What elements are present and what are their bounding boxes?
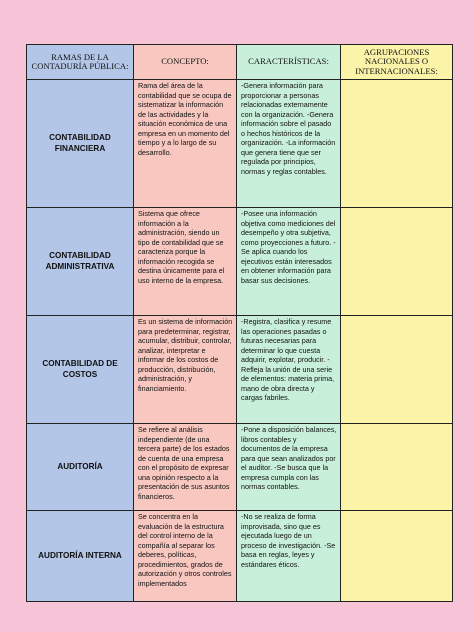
header-ramas: RAMAS DE LA CONTADURÍA PÚBLICA: bbox=[27, 45, 134, 80]
caracteristicas-cell: -Registra, clasifica y resume las operaciones pasadas o futuras necesarias para determinar lo que cuesta adquirir, explotar, producir. -Refleja la unión de una serie de elementos: materia prima, mano de obra directa y cargas fabriles. bbox=[237, 316, 341, 424]
caracteristicas-cell: -Pone a disposición balances, libros contables y documentos de la empresa para que sean analizados por el auditor. -Se busca que la empresa cumpla con las normas contables. bbox=[237, 424, 341, 511]
caracteristicas-cell: -No se realiza de forma improvisada, sino que es ejecutada luego de un proceso de investigación. -Se basa en reglas, leyes y estándares éticos. bbox=[237, 511, 341, 602]
concepto-cell: Se concentra en la evaluación de la estructura del control interno de la compañía al separar los deberes, políticas, procedimientos, grados de autorización y otros controles implementados bbox=[134, 511, 237, 602]
header-row bbox=[27, 45, 453, 80]
header-concepto: CONCEPTO: bbox=[134, 45, 237, 80]
agrupaciones-cell bbox=[341, 511, 453, 602]
table-row bbox=[27, 424, 453, 511]
agrupaciones-cell bbox=[341, 424, 453, 511]
concepto-cell: Se refiere al análisis independiente (de una tercera parte) de los estados de cuenta de una empresa con el propósito de expresar una opinión respecto a la presentación de sus asuntos financieros. bbox=[134, 424, 237, 511]
table-row bbox=[27, 80, 453, 208]
concepto-cell: Es un sistema de información para predeterminar, registrar, acumular, distribuir, controlar, analizar, interpretar e informar de los costos de producción, distribución, administración, y financiamiento. bbox=[134, 316, 237, 424]
caracteristicas-cell: -Posee una información objetiva como mediciones del desempeño y otra subjetiva, como proyecciones a futuro. -Se aplica cuando los ejecutivos están interesados en obtener información para basar sus decisiones. bbox=[237, 208, 341, 316]
header-caracteristicas: CARACTERÍSTICAS: bbox=[237, 45, 341, 80]
rama-cell: AUDITORÍA bbox=[27, 424, 134, 511]
rama-cell: CONTABILIDAD FINANCIERA bbox=[27, 80, 134, 208]
rama-cell: AUDITORÍA INTERNA bbox=[27, 511, 134, 602]
concepto-cell: Rama del área de la contabilidad que se ocupa de sistematizar la información de las actividades y la situación económica de una empresa en un momento del tiempo y a lo largo de su desarrollo. bbox=[134, 80, 237, 208]
table-row bbox=[27, 316, 453, 424]
header-agrupaciones: AGRUPACIONES NACIONALES O INTERNACIONALES: bbox=[341, 45, 453, 80]
table-row bbox=[27, 511, 453, 602]
agrupaciones-cell bbox=[341, 208, 453, 316]
agrupaciones-cell bbox=[341, 316, 453, 424]
concepto-cell: Sistema que ofrece información a la administración, siendo un tipo de contabilidad que se caracteriza porque la información recogida se destina únicamente para el uso interno de la empresa. bbox=[134, 208, 237, 316]
table-row bbox=[27, 208, 453, 316]
rama-cell: CONTABILIDAD ADMINISTRATIVA bbox=[27, 208, 134, 316]
agrupaciones-cell bbox=[341, 80, 453, 208]
rama-cell: CONTABILIDAD DE COSTOS bbox=[27, 316, 134, 424]
contaduria-table bbox=[26, 44, 453, 602]
comparison-table-sheet bbox=[26, 44, 452, 600]
caracteristicas-cell: -Genera información para proporcionar a personas relacionadas externamente con la organización. -Genera información sobre el pasado o hechos históricos de la organización. -La información que genera tiene que ser regulada por principios, normas y reglas contables. bbox=[237, 80, 341, 208]
